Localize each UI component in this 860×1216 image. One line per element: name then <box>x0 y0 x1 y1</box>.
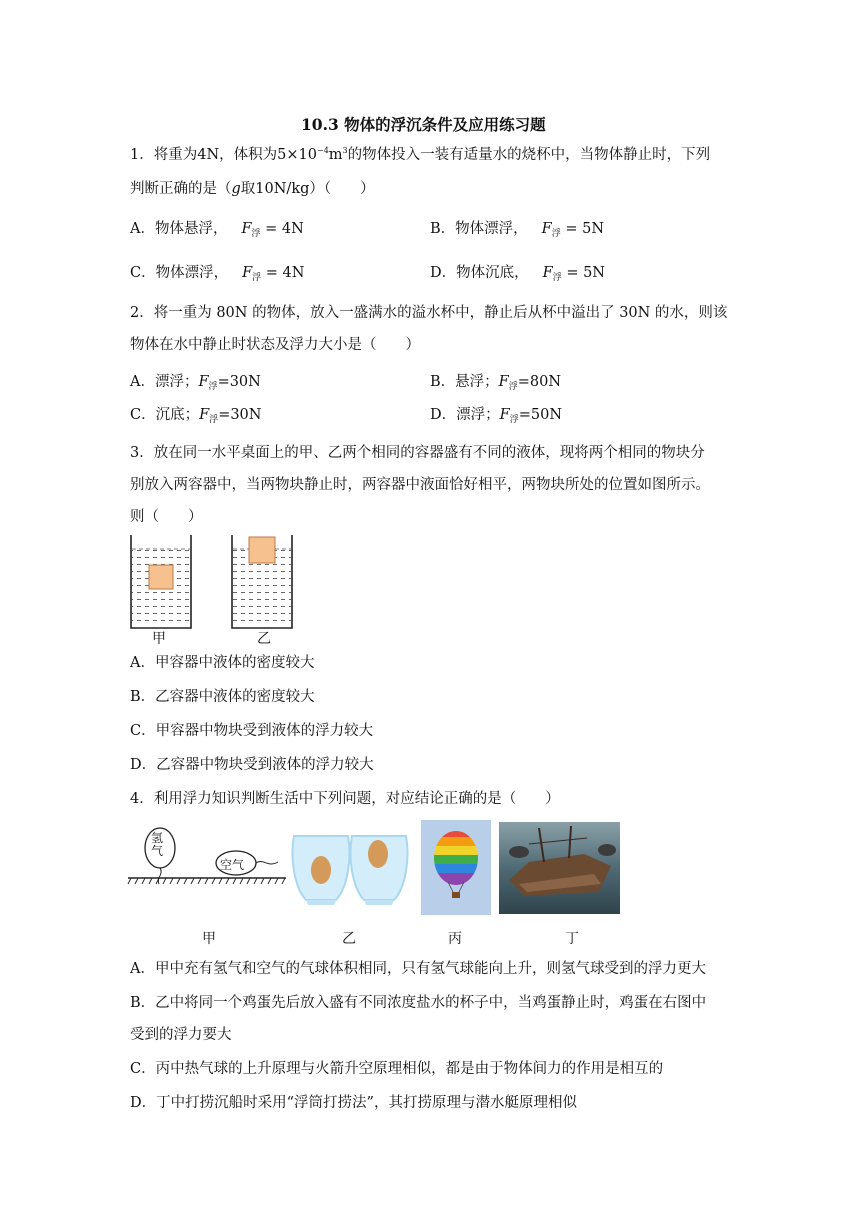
q3-stem-line3: 则（ ） <box>130 509 203 525</box>
q3-option-d[interactable]: D．乙容器中物块受到液体的浮力较大 <box>130 757 374 773</box>
q4-option-b-line2[interactable]: 受到的浮力要大 <box>130 1027 232 1043</box>
q3-containers-figure <box>128 533 298 633</box>
option-text: C．沉底； <box>130 407 200 423</box>
q4-option-b-line1[interactable]: B．乙中将同一个鸡蛋先后放入盛有不同浓度盐水的杯子中，当鸡蛋静止时，鸡蛋在右图中 <box>130 995 707 1011</box>
block-yi <box>249 537 275 563</box>
q4-stem: 4．利用浮力知识判断生活中下列问题，对应结论正确的是（ ） <box>130 791 560 807</box>
q4-figure-yi-glasses <box>290 832 410 907</box>
f-symbol: F <box>542 265 553 281</box>
q1-option-d[interactable] <box>430 264 605 287</box>
q4-label-jia: 甲 <box>202 931 216 947</box>
q1-volume-unit: m <box>328 147 343 163</box>
q3-option-a[interactable]: A．甲容器中液体的密度较大 <box>130 655 315 671</box>
q1-g-symbol: g <box>231 181 241 197</box>
q2-option-b[interactable] <box>430 373 561 396</box>
q2-option-a[interactable] <box>130 373 261 396</box>
q3-option-b[interactable]: B．乙容器中液体的密度较大 <box>130 689 315 705</box>
q4-option-a[interactable]: A．甲中充有氢气和空气的气球体积相同，只有氢气球能向上升，则氢气球受到的浮力更大 <box>130 961 706 977</box>
option-value: =30N <box>218 407 262 423</box>
q1-weight: 4N <box>197 147 220 163</box>
egg-right <box>368 840 388 868</box>
option-value: = 5N <box>566 265 605 281</box>
egg-left <box>311 856 331 884</box>
f-symbol: F <box>541 221 552 237</box>
air-label: 空气 <box>220 858 245 872</box>
f-symbol: F <box>498 374 509 390</box>
hydrogen-label: 氢气 <box>150 831 163 858</box>
option-value: = 5N <box>565 221 605 237</box>
q3-label-yi: 乙 <box>257 631 271 647</box>
q4-option-c[interactable]: C．丙中热气球的上升原理与火箭升空原理相似，都是由于物体间力的作用是相互的 <box>130 1061 664 1077</box>
q2-option-d[interactable] <box>430 406 562 429</box>
q1-stem-line2 <box>130 180 375 198</box>
q4-label-yi: 乙 <box>342 931 356 947</box>
q3-stem-line2: 别放入两容器中，当两物块静止时，两容器中液面恰好相平，两物块所处的位置如图所示。 <box>130 477 710 493</box>
q2-option-c[interactable] <box>130 406 261 429</box>
q1-stem-line1 <box>130 146 710 164</box>
option-text: A．漂浮； <box>130 374 199 390</box>
q1-text: 判断正确的是（ <box>130 181 232 197</box>
glass-right <box>351 836 408 905</box>
page-title: 10.3 物体的浮沉条件及应用练习题 <box>301 115 546 134</box>
option-value: =30N <box>217 374 261 390</box>
f-subscript: 浮 <box>208 382 218 392</box>
option-value: = 4N <box>265 265 305 281</box>
q3-stem-line1: 3．放在同一水平桌面上的甲、乙两个相同的容器盛有不同的液体，现将两个相同的物块分 <box>130 445 705 461</box>
q3-label-jia: 甲 <box>152 631 166 647</box>
f-subscript: 浮 <box>252 273 262 283</box>
q1-text: ，体积为 <box>219 147 278 163</box>
f-symbol: F <box>242 265 253 281</box>
q1-text: 的物体投入一装有适量水的烧杯中，当物体静止时，下列 <box>347 147 711 163</box>
q1-option-c[interactable] <box>130 264 304 287</box>
option-value: =80N <box>517 374 562 390</box>
q2-stem-line1: 2．将一重为 80N 的物体，放入一盛满水的溢水杯中，静止后从杯中溢出了 30N 的水，则该 <box>130 305 728 321</box>
f-symbol: F <box>199 407 210 423</box>
glass-left <box>293 836 350 905</box>
option-text: A．物体悬浮， <box>130 221 228 237</box>
option-text: D．漂浮； <box>430 407 500 423</box>
option-text: B．物体漂浮， <box>430 221 528 237</box>
q2-stem-line2: 物体在水中静止时状态及浮力大小是（ ） <box>130 337 420 353</box>
q4-label-bing: 丙 <box>448 931 462 947</box>
f-symbol: F <box>241 221 252 237</box>
option-value: =50N <box>518 407 563 423</box>
q3-option-c[interactable]: C．甲容器中物块受到液体的浮力较大 <box>130 723 374 739</box>
f-subscript: 浮 <box>552 273 562 283</box>
q1-option-b[interactable] <box>430 220 604 243</box>
container-jia <box>131 535 191 628</box>
option-text: B．悬浮； <box>430 374 499 390</box>
option-value: = 4N <box>265 221 304 237</box>
balloon-basket <box>452 892 460 898</box>
f-subscript: 浮 <box>509 415 519 425</box>
q1-text: 取10N/kg）（ ） <box>240 181 375 197</box>
q1-volume-unit-exponent: 3 <box>342 146 348 155</box>
q4-option-d[interactable]: D．丁中打捞沉船时采用“浮筒打捞法”，其打捞原理与潜水艇原理相似 <box>130 1095 577 1111</box>
f-subscript: 浮 <box>251 229 261 239</box>
f-symbol: F <box>198 374 209 390</box>
f-subscript: 浮 <box>508 382 518 392</box>
f-symbol: F <box>499 407 510 423</box>
option-text: D．物体沉底， <box>430 265 529 281</box>
q4-figure-bing-hot-air-balloon <box>421 820 491 915</box>
q1-text: 1．将重为 <box>130 147 198 163</box>
block-jia <box>149 565 173 589</box>
f-subscript: 浮 <box>209 415 219 425</box>
container-yi <box>232 535 292 628</box>
q1-volume-exponent: −4 <box>316 146 329 155</box>
f-subscript: 浮 <box>551 229 561 239</box>
q4-label-ding: 丁 <box>565 931 579 947</box>
q1-volume: 5×10 <box>277 147 317 163</box>
option-text: C．物体漂浮， <box>130 265 229 281</box>
q4-figure-ding-sunken-ship <box>499 822 620 914</box>
q1-option-a[interactable] <box>130 220 304 243</box>
